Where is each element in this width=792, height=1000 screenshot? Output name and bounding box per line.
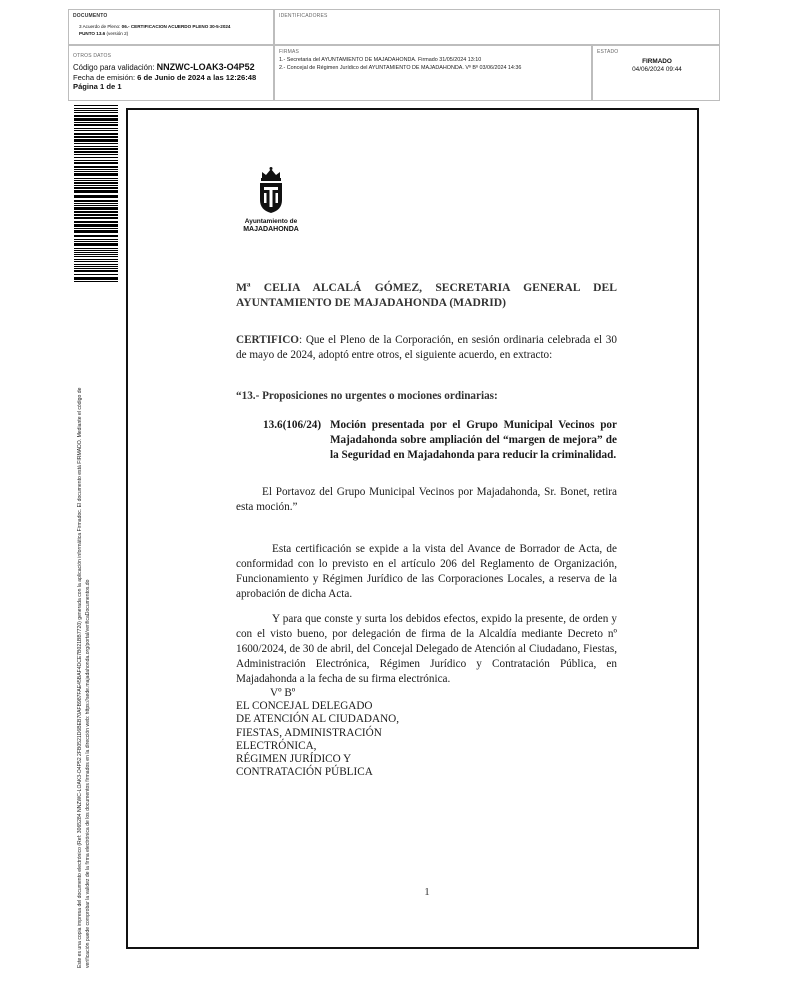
barcode-bar	[74, 266, 118, 267]
signature-line: EL CONCEJAL DELEGADO	[236, 700, 373, 713]
barcode-bar	[74, 207, 118, 210]
barcode-bar	[74, 166, 118, 168]
barcode-bar	[74, 115, 118, 117]
barcode-bar	[74, 139, 118, 142]
logo-text-line-1: Ayuntamiento de	[244, 218, 298, 225]
side-text-line-2: verificación puede comprobar la validez de la firma electrónica de los documentos firmados en la dirección web: https://sede.majadahonda.org/portal/verificaDocumentos.do	[85, 579, 91, 968]
barcode-bar	[74, 228, 118, 229]
barcode-bar	[74, 154, 118, 155]
retira-paragraph: El Portavoz del Grupo Municipal Vecinos por Majadahonda, Sr. Bonet, retira esta moción.”	[236, 486, 617, 513]
document-page-frame	[126, 108, 699, 949]
barcode-bar	[74, 190, 118, 193]
mocion-number: 13.6(106/24)	[263, 419, 322, 431]
barcode-bar	[74, 171, 118, 172]
barcode-bar	[74, 261, 118, 262]
header-firmas-cell	[274, 45, 592, 101]
barcode-bar	[74, 130, 118, 131]
barcode-bar	[74, 133, 118, 135]
barcode-bar	[74, 151, 118, 153]
barcode-bar	[74, 264, 118, 265]
emission-date: Fecha de emisión: 6 de Junio de 2024 a las 12:26:48	[73, 73, 257, 82]
barcode-bar	[74, 243, 118, 246]
visto-bueno: Vº Bº	[270, 687, 296, 699]
barcode-bar	[74, 146, 118, 147]
firma-item: 1.- Secretaria del AYUNTAMIENTO DE MAJADAHONDA. Firmado 31/05/2024 13:10	[279, 57, 482, 63]
barcode-bar	[74, 136, 118, 138]
barcode-bar	[74, 281, 118, 282]
barcode-bar	[74, 169, 118, 170]
barcode-bar	[74, 187, 118, 189]
barcode-bar	[74, 221, 118, 223]
barcode-bar	[74, 162, 118, 164]
signature-line: ELECTRÓNICA,	[236, 739, 317, 752]
barcode-bar	[74, 248, 118, 249]
certifico-text: : Que el Pleno de la Corporación, en sesión ordinaria celebrada el 30 de mayo de 2024, adoptó entre otros, el siguiente acuerdo, en extracto:	[236, 334, 617, 361]
documento-line-1: 3 Acuerdo de Pleno: 06.- CERTIFICACION ACUERDO PLENO 30-5-2024	[79, 24, 231, 29]
barcode-bar	[74, 274, 118, 275]
barcode-bar	[74, 277, 118, 280]
barcode-bar	[74, 173, 118, 176]
estado-value: FIRMADO	[642, 58, 672, 65]
barcode-bar	[74, 268, 118, 269]
barcode-bar	[74, 256, 118, 257]
section-title: “13.- Proposiciones no urgentes o mociones ordinarias:	[236, 390, 498, 402]
barcode-bar	[74, 112, 118, 113]
documento-label: DOCUMENTO	[73, 13, 108, 19]
barcode-bar	[74, 195, 118, 198]
signature-line: DE ATENCIÓN AL CIUDADANO,	[236, 713, 400, 726]
barcode-bar	[74, 211, 118, 213]
barcode-bar	[74, 105, 118, 106]
ayuntamiento-logo	[239, 166, 303, 236]
barcode-bar	[74, 250, 118, 251]
barcode-bar	[74, 143, 118, 144]
coat-of-arms-icon	[256, 166, 286, 214]
barcode-bar	[74, 118, 118, 121]
barcode-bar	[74, 241, 118, 242]
header-estado-cell	[592, 45, 720, 101]
barcode-bar	[74, 180, 118, 181]
barcode-bar	[74, 157, 118, 158]
barcode-image	[74, 105, 118, 283]
barcode-bar	[74, 270, 118, 272]
barcode-bar	[74, 185, 118, 186]
logo-text-line-2: MAJADAHONDA	[243, 226, 299, 233]
side-text-line-1: Este es una copia impresa del documento electrónico (Ref: 3065284 NNZWC-LOAK3-O4P52 2FB0521D6BEB70AFB987FAE45BAF4DCE7B021BB7720) generada con la aplicación informática Firmadoc. El documento está FIRMADO. Mediante el código de	[77, 387, 83, 968]
verification-side-text	[76, 293, 94, 968]
barcode-bar	[74, 182, 118, 184]
certificacion-paragraph: Esta certificación se expide a la vista del Avance de Borrador de Acta, de conformidad con lo previsto en el artículo 206 del Reglamento de Organización, Funcionamiento y Régimen Jurídico de las Corporaciones Locales, a reserva de la aprobación de dicha Acta.	[236, 543, 617, 600]
barcode-bar	[74, 122, 118, 123]
header-identificadores-cell	[274, 9, 720, 45]
document-heading: Mª CELIA ALCALÁ GÓMEZ, SECRETARIA GENERAL DEL AYUNTAMIENTO DE MAJADAHONDA (MADRID)	[236, 281, 617, 309]
certifico-paragraph	[236, 333, 617, 363]
barcode-bar	[74, 108, 118, 109]
identificadores-label: IDENTIFICADORES	[279, 13, 328, 19]
signature-block	[236, 687, 536, 779]
estado-label: ESTADO	[597, 49, 619, 55]
barcode-bar	[74, 235, 118, 237]
barcode-bar	[74, 178, 118, 179]
barcode-bar	[74, 252, 118, 253]
barcode-bar	[74, 214, 118, 216]
barcode-bar	[74, 160, 118, 161]
barcode-bar	[74, 254, 118, 255]
firmas-label: FIRMAS	[279, 49, 300, 55]
otros-datos-label: OTROS DATOS	[73, 53, 112, 59]
barcode-bar	[74, 230, 118, 233]
firma-item: 2.- Concejal de Régimen Jurídico del AYUNTAMIENTO DE MAJADAHONDA. Vº Bº 03/06/2024 14:36	[279, 65, 522, 71]
signature-line: RÉGIMEN JURÍDICO Y	[236, 753, 352, 766]
barcode-bar	[74, 205, 118, 206]
barcode-bar	[74, 259, 118, 260]
barcode-bar	[74, 124, 118, 126]
barcode-bar	[74, 200, 118, 202]
signature-line: FIESTAS, ADMINISTRACIÓN	[236, 726, 382, 739]
page-count: Página 1 de 1	[73, 82, 122, 91]
barcode-bar	[74, 148, 118, 150]
conste-paragraph: Y para que conste y surta los debidos efectos, expido la presente, de orden y con el visto bueno, por delegación de firma de la Alcaldía mediante Decreto nº 1600/2024, de 30 de abril, del Concejal Delegado de Atención al Ciudadano, Fiestas, Administración Electrónica, Régimen Jurídico y Contratación Pública, en Majadahonda a la fecha de su firma electrónica.	[236, 613, 617, 685]
certifico-label: CERTIFICO	[236, 334, 300, 346]
header-documento-cell	[68, 9, 274, 45]
validation-code[interactable]: Código para validación: NNZWC-LOAK3-O4P52	[73, 62, 255, 72]
documento-line-2: PUNTO 13.6 (versión 2)	[79, 31, 129, 36]
barcode-bar	[74, 224, 118, 227]
page-number: 1	[424, 886, 430, 898]
barcode-bar	[74, 128, 118, 129]
estado-date: 04/06/2024 09:44	[632, 66, 682, 73]
barcode-bar	[74, 110, 118, 111]
barcode-bar	[74, 203, 118, 204]
barcode-bar	[74, 239, 118, 240]
header-otros-datos-cell	[68, 45, 274, 101]
signature-line: CONTRATACIÓN PÚBLICA	[236, 766, 373, 779]
barcode-bar	[74, 217, 118, 219]
mocion-text: Moción presentada por el Grupo Municipal Vecinos por Majadahonda sobre ampliación del “margen de mejora” de la Seguridad en Majadahonda para reducir la criminalidad.	[330, 419, 617, 461]
